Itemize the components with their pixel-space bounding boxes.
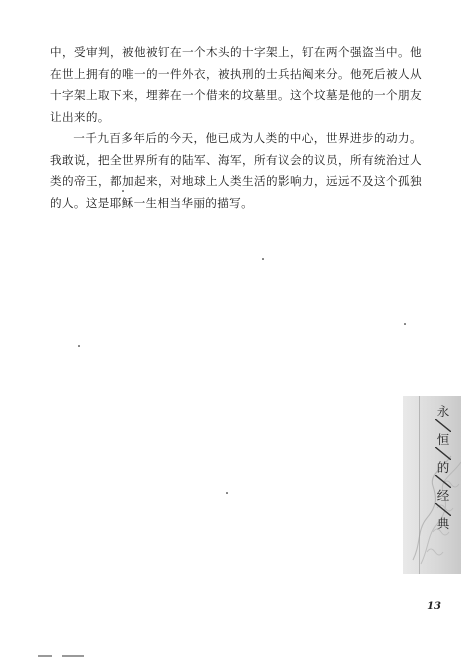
slash-separator	[435, 503, 451, 516]
paragraph-continuation: 中，受审判，被他被钉在一个木头的十字架上，钉在两个强盗当中。他在世上拥有的唯一的一件外衣，被执刑的士兵拈阄来分。他死后被人从十字架上取下来，埋葬在一个借来的坟墓里。这个坟墓是他的一个朋友让出来的。	[50, 45, 422, 124]
title-char: 恒	[436, 432, 450, 447]
scan-edge-marks	[0, 652, 100, 661]
scan-speck	[122, 190, 124, 192]
slash-separator	[435, 447, 451, 460]
scan-speck	[226, 492, 228, 494]
slash-separator	[435, 475, 451, 488]
title-char: 典	[436, 516, 450, 531]
title-char: 的	[436, 460, 450, 475]
title-char: 经	[436, 488, 450, 503]
page-number: 13	[427, 601, 441, 612]
body-text	[50, 42, 422, 214]
scan-speck	[404, 323, 406, 325]
section-title-vertical	[429, 404, 457, 531]
scan-speck	[78, 345, 80, 347]
title-char: 永	[436, 404, 450, 419]
slash-separator	[435, 419, 451, 432]
scan-speck	[262, 258, 264, 260]
paragraph: 一千九百多年后的今天，他已成为人类的中心，世界进步的动力。我敢说，把全世界所有的陆军、海军，所有议会的议员，所有统治过人类的帝王，都加起来，对地球上人类生活的影响力，远远不及这个孤独的人。这是耶稣一生相当华丽的描写。	[50, 131, 422, 210]
